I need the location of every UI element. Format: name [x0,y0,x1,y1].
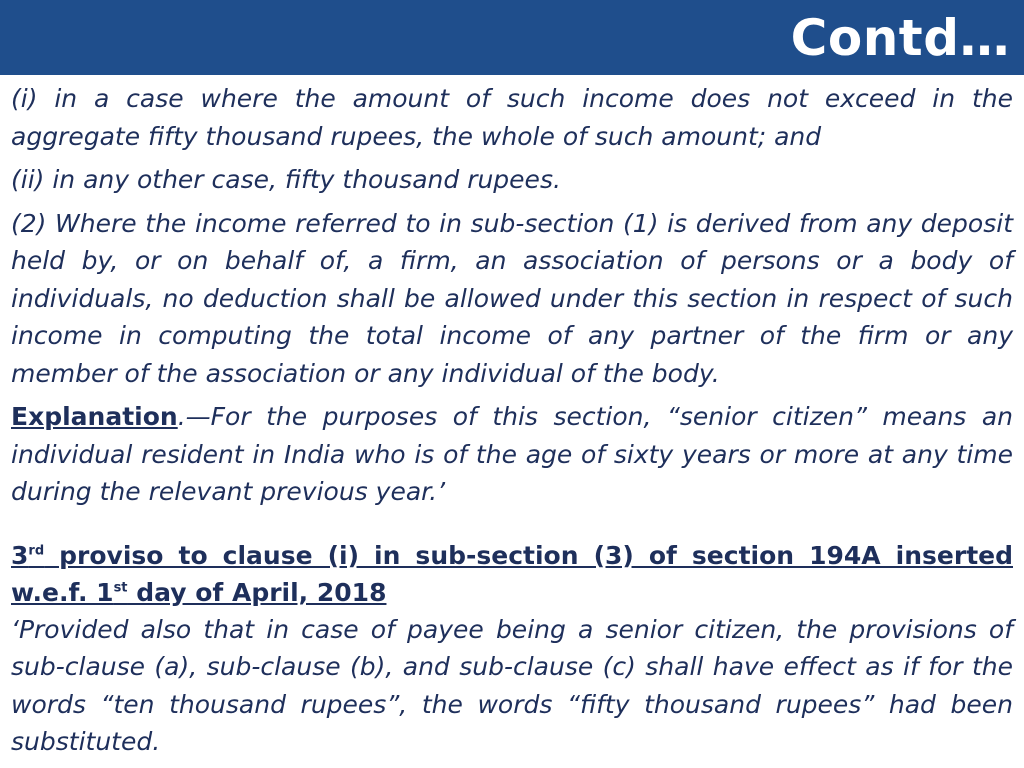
slide-content [11,80,1013,761]
proviso-heading-number: 3 [11,540,29,570]
proviso-body: ‘Provided also that in case of payee being a senior citizen, the provisions of sub-clause (a), sub-clause (b), and sub-clause (c) shall have effect as if for the words “ten thousand rupees”, the words “fifty thousand rupees” had been substituted. [11,614,1013,756]
sub-section-2-paragraph: (2) Where the income referred to in sub-section (1) is derived from any deposit held by, or on behalf of, a firm, an association of persons or a body of individuals, no deduction shall be allowed under this section in respect of such income in computing the total income of any partner of the firm or any member of the association or any individual of the body. [11,208,1013,388]
proviso-heading-middle: proviso to clause (i) in sub-section (3) of section 194A inserted w.e.f. 1 [11,540,1013,607]
proviso-heading-ordinal: rd [28,543,45,559]
explanation-text: .—For the purposes of this section, “senior citizen” means an individual resident in India who is of the age of sixty years or more at any time during the relevant previous year.’ [11,402,1013,506]
section-gap [11,511,1013,537]
explanation-paragraph [11,398,1013,511]
proviso-heading [11,537,1013,611]
slide-title-bar [0,0,1024,75]
clause-i-paragraph: (i) in a case where the amount of such income does not exceed in the aggregate fifty thousand rupees, the whole of such amount; and [11,84,1013,151]
slide-title: Contd… [790,9,1010,67]
proviso-heading-end: day of April, 2018 [127,577,387,607]
clause-ii-paragraph: (ii) in any other case, fifty thousand rupees. [11,165,561,194]
proviso-heading-date-ordinal: st [113,580,128,596]
explanation-heading: Explanation [11,402,178,431]
